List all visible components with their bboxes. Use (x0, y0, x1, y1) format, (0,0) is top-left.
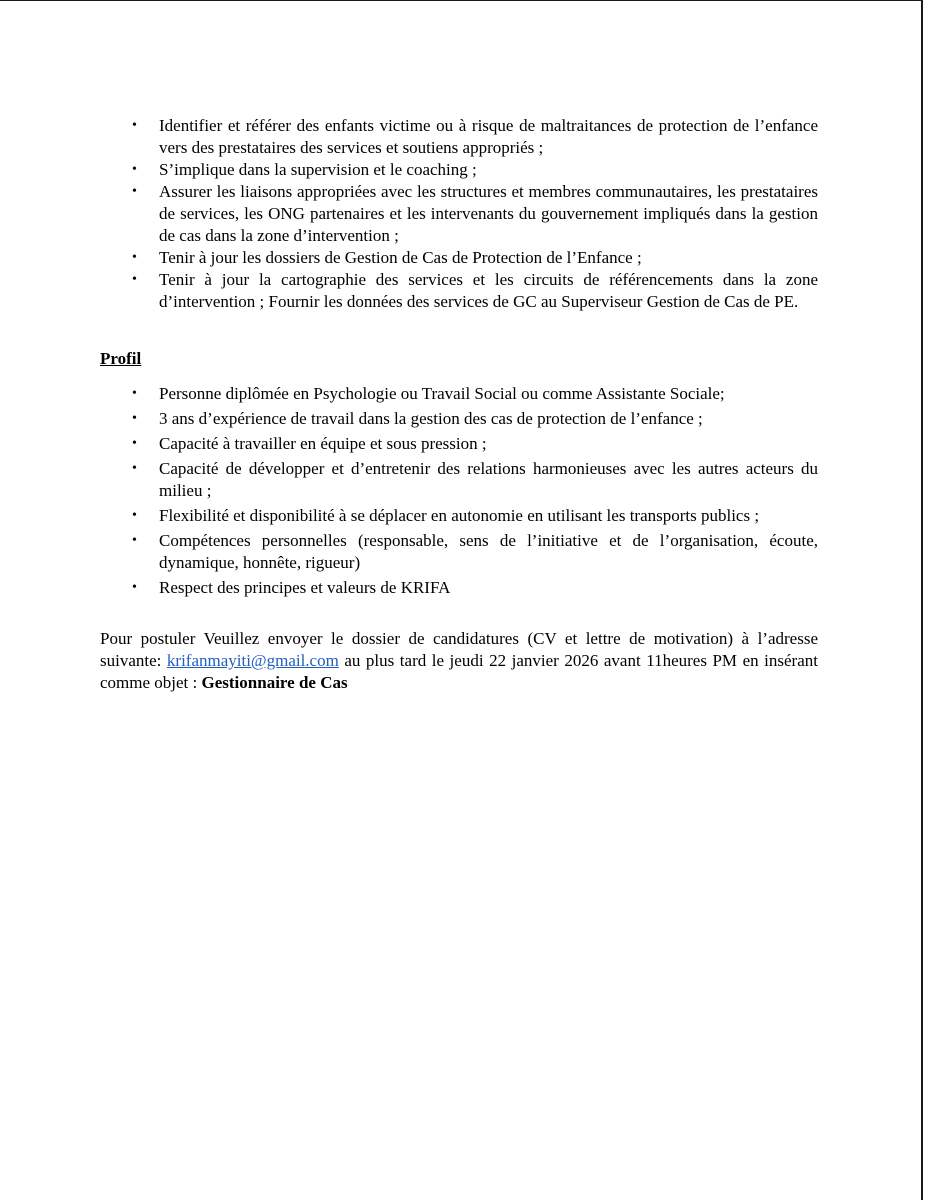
profile-text: Capacité de développer et d’entretenir des relations harmonieuses avec les autres acteurs du milieu ; (159, 459, 818, 500)
bullet-icon: • (132, 461, 137, 476)
bullet-icon: • (132, 272, 137, 287)
application-middle: au plus tard le jeudi 22 janvier 2026 avant 11heures PM en insérant comme objet : (100, 651, 818, 692)
profile-heading: Profil (100, 349, 142, 368)
email-link[interactable]: krifanmayiti@gmail.com (166, 651, 339, 670)
list-item (100, 433, 818, 455)
duty-text: S’implique dans la supervision et le coaching ; (159, 160, 477, 179)
bullet-icon: • (132, 580, 137, 595)
document-body (100, 115, 818, 711)
list-item (100, 530, 818, 574)
list-item (100, 458, 818, 502)
list-item (100, 408, 818, 430)
duties-list (100, 115, 818, 313)
list-item (100, 115, 818, 159)
profile-text: 3 ans d’expérience de travail dans la gestion des cas de protection de l’enfance ; (159, 409, 703, 428)
bullet-icon: • (132, 184, 137, 199)
list-item (100, 247, 818, 269)
bullet-icon: • (132, 508, 137, 523)
profile-list (100, 383, 818, 599)
list-item (100, 181, 818, 247)
duty-text: Tenir à jour la cartographie des services et les circuits de référencements dans la zone d’intervention ; Fournir les données des services de GC au Superviseur Gestion de Cas de PE. (159, 270, 818, 311)
bullet-icon: • (132, 250, 137, 265)
application-subject: Gestionnaire de Cas (201, 673, 348, 692)
duty-text: Identifier et référer des enfants victime ou à risque de maltraitances de protection de l’enfance vers des prestataires des services et soutiens appropriés ; (159, 116, 818, 157)
list-item (100, 383, 818, 405)
bullet-icon: • (132, 386, 137, 401)
profile-text: Respect des principes et valeurs de KRIFA (159, 578, 451, 597)
duty-text: Assurer les liaisons appropriées avec les structures et membres communautaires, les prestataires de services, les ONG partenaires et les intervenants du gouvernement impliqués dans la gestion de cas dans la zone d’intervention ; (159, 182, 818, 245)
profile-text: Flexibilité et disponibilité à se déplacer en autonomie en utilisant les transports publics ; (159, 506, 760, 525)
bullet-icon: • (132, 411, 137, 426)
duty-text: Tenir à jour les dossiers de Gestion de Cas de Protection de l’Enfance ; (159, 248, 642, 267)
bullet-icon: • (132, 118, 137, 133)
profile-text: Compétences personnelles (responsable, sens de l’initiative et de l’organisation, écoute, dynamique, honnête, rigueur) (159, 531, 818, 572)
application-paragraph (100, 628, 818, 694)
profile-text: Capacité à travailler en équipe et sous pression ; (159, 434, 487, 453)
bullet-icon: • (132, 162, 137, 177)
profile-text: Personne diplômée en Psychologie ou Travail Social ou comme Assistante Sociale; (159, 384, 725, 403)
list-item (100, 505, 818, 527)
application-intro: Pour postuler Veuillez envoyer le dossier de candidatures (CV et lettre de motivation) à l’adresse suivante: (100, 629, 818, 670)
bullet-icon: • (132, 436, 137, 451)
list-item (100, 577, 818, 599)
bullet-icon: • (132, 533, 137, 548)
list-item (100, 159, 818, 181)
list-item (100, 269, 818, 313)
